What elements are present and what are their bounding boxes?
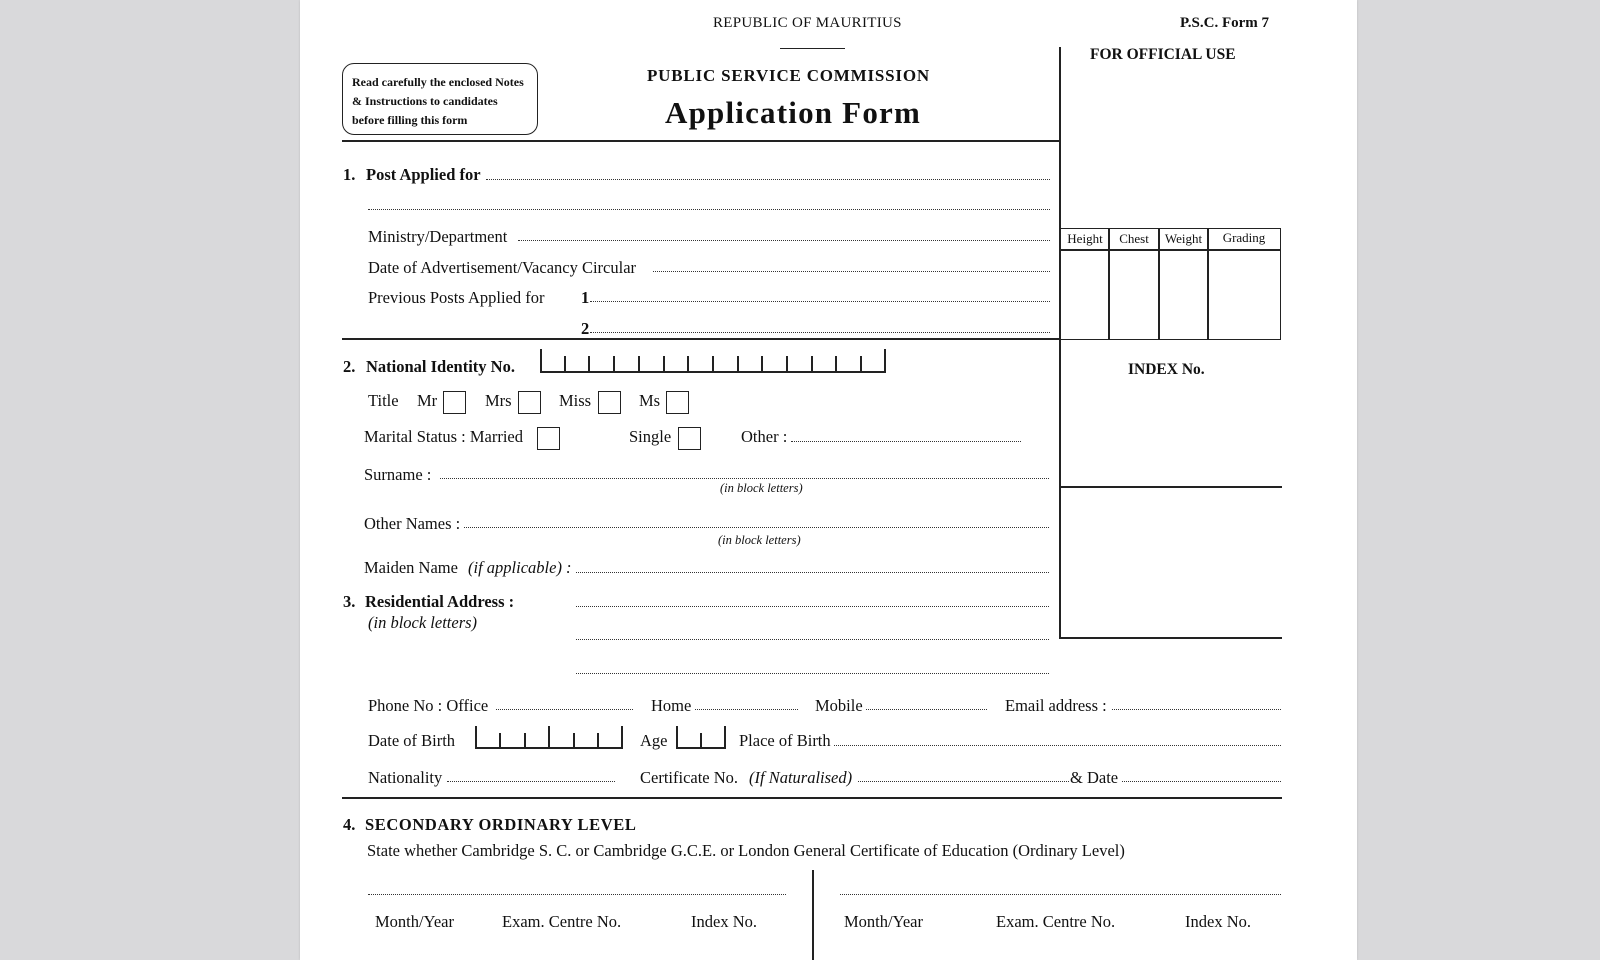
- advertisement-date-field[interactable]: [653, 271, 1050, 272]
- nationality-label: Nationality: [368, 768, 443, 787]
- index-no-label: INDEX No.: [1128, 361, 1205, 378]
- notice-line: before filling this form: [352, 113, 468, 127]
- section-3-rule: [342, 797, 1282, 799]
- email-field[interactable]: [1112, 709, 1281, 710]
- title-mrs-label: Mrs: [485, 391, 512, 410]
- maiden-name-label: Maiden Name: [364, 558, 458, 577]
- maiden-name-hint: (if applicable) :: [468, 558, 572, 577]
- section-4-instruction: State whether Cambridge S. C. or Cambridge G.C.E. or London General Certificate of Education (Ordinary Level): [367, 841, 1125, 860]
- form-title: Application Form: [665, 95, 921, 130]
- official-use-label: FOR OFFICIAL USE: [1090, 46, 1236, 63]
- certificate-date-field[interactable]: [1122, 781, 1281, 782]
- left-index-no-label: Index No.: [691, 912, 757, 931]
- advertisement-date-label: Date of Advertisement/Vacancy Circular: [368, 258, 637, 277]
- date-of-birth-label: Date of Birth: [368, 731, 456, 750]
- title-label: Title: [368, 391, 399, 410]
- section-1-rule: [342, 338, 1060, 340]
- official-box-bottom: [1060, 637, 1282, 639]
- other-names-label: Other Names :: [364, 514, 461, 533]
- measurement-header: Chest: [1119, 231, 1149, 246]
- phone-home-label: Home: [651, 696, 692, 715]
- left-exam-centre-label: Exam. Centre No.: [502, 912, 622, 931]
- measurement-header: Height: [1067, 231, 1103, 246]
- title-miss-checkbox[interactable]: [598, 391, 621, 414]
- other-names-field[interactable]: [464, 527, 1049, 528]
- instructions-notice-box: [342, 63, 538, 135]
- notice-line: Read carefully the enclosed Notes: [352, 75, 524, 89]
- post-applied-label: Post Applied for: [366, 165, 481, 184]
- marital-other-field[interactable]: [791, 441, 1021, 442]
- section-2-number: 2.: [343, 357, 356, 376]
- application-form-page: [300, 0, 1357, 960]
- measurements-header-rule: [1060, 249, 1281, 251]
- form-number: P.S.C. Form 7: [1180, 15, 1270, 31]
- single-checkbox[interactable]: [678, 427, 701, 450]
- other-names-block-letters-hint: (in block letters): [718, 533, 801, 547]
- ministry-field[interactable]: [518, 240, 1050, 241]
- previous-post-2-field[interactable]: [590, 332, 1050, 333]
- title-ms-label: Ms: [639, 391, 661, 410]
- exam-right-field[interactable]: [840, 894, 1281, 895]
- address-line-3[interactable]: [576, 673, 1049, 674]
- left-month-year-label: Month/Year: [375, 912, 454, 931]
- phone-mobile-label: Mobile: [815, 696, 863, 715]
- surname-label: Surname :: [364, 465, 432, 484]
- marital-married-label: Marital Status : Married: [364, 427, 524, 446]
- certificate-label: Certificate No.: [640, 768, 739, 787]
- address-line-2[interactable]: [576, 639, 1049, 640]
- maiden-name-field[interactable]: [576, 572, 1049, 573]
- certificate-date-label: & Date: [1070, 768, 1119, 787]
- residential-address-hint: (in block letters): [368, 613, 478, 632]
- title-miss-label: Miss: [559, 391, 592, 410]
- ministry-label: Ministry/Department: [368, 227, 508, 246]
- section-3-number: 3.: [343, 592, 356, 611]
- official-box-rule: [1060, 486, 1282, 488]
- section-4-heading: SECONDARY ORDINARY LEVEL: [365, 815, 637, 834]
- phone-office-label: Phone No : Office: [368, 696, 489, 715]
- married-checkbox[interactable]: [537, 427, 560, 450]
- section-1-number: 1.: [343, 165, 356, 184]
- national-id-label: National Identity No.: [366, 357, 515, 376]
- post-applied-field-line-2[interactable]: [368, 209, 1050, 210]
- address-line-1[interactable]: [576, 606, 1049, 607]
- right-exam-centre-label: Exam. Centre No.: [996, 912, 1116, 931]
- republic-heading: REPUBLIC OF MAURITIUS: [713, 15, 902, 31]
- surname-block-letters-hint: (in block letters): [720, 481, 803, 495]
- certificate-hint: (If Naturalised): [749, 768, 853, 787]
- place-of-birth-field[interactable]: [834, 745, 1281, 746]
- certificate-field[interactable]: [858, 781, 1069, 782]
- previous-post-1-field[interactable]: [590, 301, 1050, 302]
- nationality-field[interactable]: [447, 781, 615, 782]
- title-ms-checkbox[interactable]: [666, 391, 689, 414]
- commission-heading: PUBLIC SERVICE COMMISSION: [647, 66, 930, 85]
- measurement-header: Weight: [1164, 231, 1203, 246]
- previous-post-1-number: 1: [581, 288, 590, 307]
- previous-post-2-number: 2: [581, 319, 590, 338]
- previous-posts-label: Previous Posts Applied for: [368, 288, 545, 307]
- notice-line: & Instructions to candidates: [352, 94, 498, 108]
- email-label: Email address :: [1005, 696, 1107, 715]
- measurement-header: Grading: [1222, 230, 1266, 245]
- single-label: Single: [629, 427, 672, 446]
- right-index-no-label: Index No.: [1185, 912, 1251, 931]
- title-mr-checkbox[interactable]: [443, 391, 466, 414]
- section-4-number: 4.: [343, 815, 356, 834]
- residential-address-label: Residential Address :: [365, 592, 515, 611]
- phone-office-field[interactable]: [496, 709, 633, 710]
- exam-left-field[interactable]: [368, 894, 786, 895]
- age-label: Age: [640, 731, 668, 750]
- header-divider: [780, 48, 845, 49]
- title-mr-label: Mr: [417, 391, 438, 410]
- place-of-birth-label: Place of Birth: [739, 731, 831, 750]
- post-applied-field[interactable]: [486, 179, 1050, 180]
- exam-column-divider: [812, 870, 814, 960]
- phone-mobile-field[interactable]: [866, 709, 987, 710]
- right-month-year-label: Month/Year: [844, 912, 923, 931]
- title-mrs-checkbox[interactable]: [518, 391, 541, 414]
- official-use-divider: [1059, 47, 1061, 639]
- header-rule: [342, 140, 1060, 142]
- phone-home-field[interactable]: [695, 709, 798, 710]
- surname-field[interactable]: [440, 478, 1049, 479]
- marital-other-label: Other :: [741, 427, 788, 446]
